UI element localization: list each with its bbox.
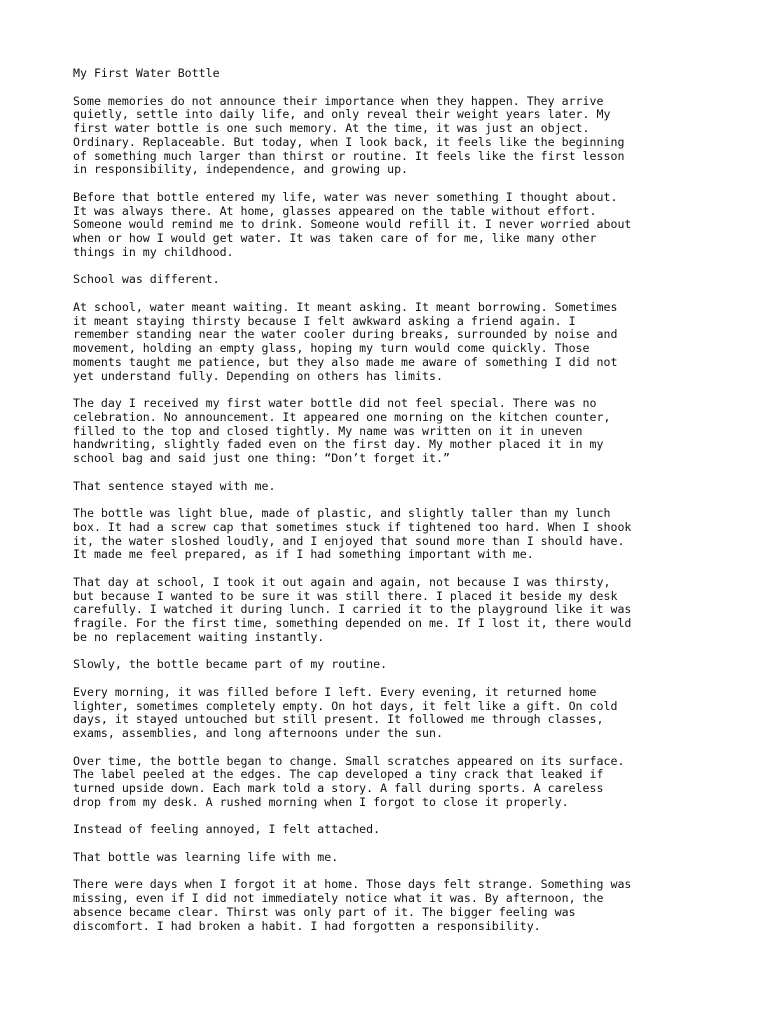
paragraph bbox=[73, 851, 713, 865]
text-line: That bottle was learning life with me. bbox=[73, 849, 339, 864]
text-line: Someone would remind me to drink. Someone would refill it. I never worried about bbox=[73, 217, 632, 232]
paragraph bbox=[73, 397, 713, 466]
text-line: it, the water sloshed loudly, and I enjoyed that sound more than I should have. bbox=[73, 533, 625, 548]
text-line: There were days when I forgot it at home. Those days felt strange. Something was bbox=[73, 877, 632, 892]
text-line: The day I received my first water bottle did not feel special. There was no bbox=[73, 396, 597, 410]
paragraph bbox=[73, 878, 713, 933]
text-line: carefully. I watched it during lunch. I carried it to the playground like it was bbox=[73, 602, 632, 617]
text-line: drop from my desk. A rushed morning when I forgot to close it properly. bbox=[73, 794, 569, 809]
text-line: It made me feel prepared, as if I had something important with me. bbox=[73, 547, 534, 562]
paragraph bbox=[73, 755, 713, 810]
text-line: turned upside down. Each mark told a story. A fall during sports. A careless bbox=[73, 781, 604, 795]
text-line: That sentence stayed with me. bbox=[73, 478, 276, 493]
text-line: box. It had a screw cap that sometimes stuck if tightened too hard. When I shook bbox=[73, 519, 632, 534]
text-line: moments taught me patience, but they also made me aware of something I did not bbox=[73, 354, 618, 369]
document-title: My First Water Bottle bbox=[73, 66, 220, 80]
text-line: exams, assemblies, and long afternoons under the sun. bbox=[73, 726, 443, 740]
text-line: when or how I would get water. It was taken care of for me, like many other bbox=[73, 231, 597, 245]
paragraph bbox=[73, 301, 713, 384]
document-body bbox=[73, 67, 713, 947]
text-line: yet understand fully. Depending on others has limits. bbox=[73, 368, 443, 383]
paragraph bbox=[73, 480, 713, 494]
paragraph bbox=[73, 658, 713, 672]
text-line: in responsibility, independence, and growing up. bbox=[73, 162, 409, 177]
paragraph-list bbox=[73, 95, 713, 934]
text-line: school bag and said just one thing: “Don’t forget it.” bbox=[73, 451, 450, 465]
text-line: handwriting, slightly faded even on the first day. My mother placed it in my bbox=[73, 437, 604, 452]
text-line: days, it stayed untouched but still present. It followed me through classes, bbox=[73, 712, 604, 727]
text-line: That day at school, I took it out again and again, not because I was thirsty, bbox=[73, 574, 611, 589]
text-line: it meant staying thirsty because I felt awkward asking a friend again. I bbox=[73, 313, 576, 328]
text-line: celebration. No announcement. It appeared one morning on the kitchen counter, bbox=[73, 409, 611, 424]
text-line: At school, water meant waiting. It meant asking. It meant borrowing. Sometimes bbox=[73, 299, 618, 314]
paragraph bbox=[73, 191, 713, 260]
paragraph bbox=[73, 576, 713, 645]
text-line: filled to the top and closed tightly. My name was written on it in uneven bbox=[73, 423, 583, 438]
text-line: The label peeled at the edges. The cap developed a tiny crack that leaked if bbox=[73, 767, 604, 782]
paragraph bbox=[73, 823, 713, 837]
text-line: missing, even if I did not immediately notice what it was. By afternoon, the bbox=[73, 891, 604, 905]
text-line: It was always there. At home, glasses appeared on the table without effort. bbox=[73, 203, 597, 218]
text-line: fragile. For the first time, something depended on me. If I lost it, there would bbox=[73, 616, 632, 630]
text-line: lighter, sometimes completely empty. On hot days, it felt like a gift. On cold bbox=[73, 698, 618, 713]
text-line: remember standing near the water cooler during breaks, surrounded by noise and bbox=[73, 327, 618, 342]
paragraph bbox=[73, 507, 713, 562]
paragraph bbox=[73, 686, 713, 741]
text-line: but because I wanted to be sure it was still there. I placed it beside my desk bbox=[73, 588, 618, 603]
text-line: be no replacement waiting instantly. bbox=[73, 629, 325, 644]
text-line: Ordinary. Replaceable. But today, when I look back, it feels like the beginning bbox=[73, 134, 625, 149]
text-line: of something much larger than thirst or routine. It feels like the first lesson bbox=[73, 148, 625, 163]
text-line: Instead of feeling annoyed, I felt attached. bbox=[73, 822, 381, 837]
text-line: discomfort. I had broken a habit. I had forgotten a responsibility. bbox=[73, 918, 541, 933]
text-line: things in my childhood. bbox=[73, 244, 234, 259]
text-line: The bottle was light blue, made of plastic, and slightly taller than my lunch bbox=[73, 506, 611, 520]
paragraph bbox=[73, 273, 713, 287]
paragraph bbox=[73, 95, 713, 178]
text-line: movement, holding an empty glass, hoping my turn would come quickly. Those bbox=[73, 341, 590, 355]
text-line: Some memories do not announce their importance when they happen. They arrive bbox=[73, 93, 604, 108]
text-line: Over time, the bottle began to change. Small scratches appeared on its surface. bbox=[73, 753, 625, 768]
text-line: Before that bottle entered my life, water was never something I thought about. bbox=[73, 189, 618, 204]
text-line: Slowly, the bottle became part of my routine. bbox=[73, 657, 388, 672]
text-line: absence became clear. Thirst was only part of it. The bigger feeling was bbox=[73, 904, 576, 919]
text-line: quietly, settle into daily life, and only reveal their weight years later. My bbox=[73, 107, 611, 122]
text-line: first water bottle is one such memory. At the time, it was just an object. bbox=[73, 121, 590, 135]
text-line: School was different. bbox=[73, 272, 220, 287]
text-line: Every morning, it was filled before I left. Every evening, it returned home bbox=[73, 684, 597, 699]
